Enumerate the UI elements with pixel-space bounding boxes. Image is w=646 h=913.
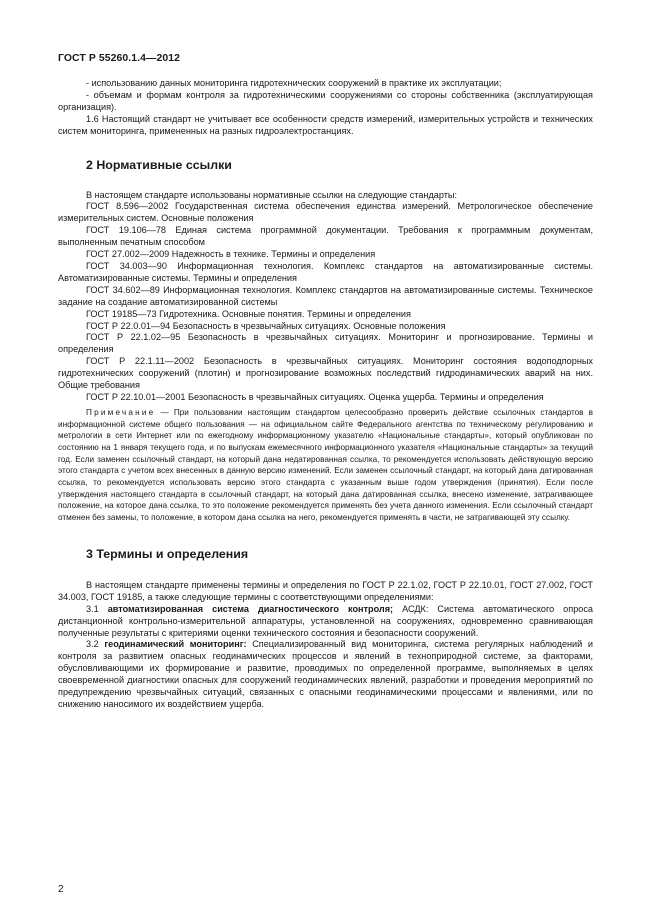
reference-item: ГОСТ 19185—73 Гидротехника. Основные понятия. Термины и определения <box>86 308 411 319</box>
reference-item: ГОСТ 34.602—89 Информационная технология. Комплекс стандартов на автоматизированные системы. Техническое задание на создание автоматизированной системы <box>58 284 593 307</box>
term-name: геодинамический мониторинг: <box>104 639 247 650</box>
reference-item: ГОСТ Р 22.1.02—95 Безопасность в чрезвычайных ситуациях. Мониторинг и прогнозирование. Термины и определения <box>58 332 593 355</box>
note-text: — При пользовании настоящим стандартом целесообразно проверить действие ссылочных стандартов в информационной системе общего пользования — на официальном сайте Федерального агентства по техническому регулированию и метрологии в сети Интернет или по ежегодному информационному указателю «Национальные стандарты», который опубликован по состоянию на 1 января текущего года, и по выпускам ежемесячного информационного указателя «Национальные стандарты» за текущий год. Если заменен ссылочный стандарт, на который дана недатированная ссылка, то рекомендуется использовать действующую версию этого стандарта с учетом всех внесенных в данную версию изменений. Если заменен ссылочный стандарт, на который дана датированная ссылка, то рекомендуется использовать версию этого стандарта с указанным выше годом утверждения (принятия). Если после утверждения настоящего стандарта в ссылочный стандарт, на который дана датированная ссылка, внесено изменение, затрагивающее положение, на которое дана ссылка, то это положение рекомендуется применять без учета данного изменения. Если ссылочный стандарт отменен без замены, то положение, в котором дана ссылка на него, рекомендуется применять в части, не затрагивающей эту ссылку. <box>58 407 593 523</box>
reference-item: ГОСТ 27.002—2009 Надежность в технике. Термины и определения <box>86 249 376 260</box>
reference-item: ГОСТ Р 22.0.01—94 Безопасность в чрезвычайных ситуациях. Основные положения <box>86 320 446 331</box>
note-label: Примечание <box>86 407 156 417</box>
reference-item: ГОСТ 34.003—90 Информационная технология. Комплекс стандартов на автоматизированные системы. Автоматизированные системы. Термины и определения <box>58 260 593 283</box>
term-definition: Специализированный вид мониторинга, система регулярных наблюдений и контроля за развитием опасных геодинамических процессов и явлений в технoприродной системе, за факторами, обусловливающими их формирование и развитие, проводимых по определенной программе, выполняемых в целях своевременной диагностики опасных для сооружений геодинамических явлений, разработки и проведения мероприятий по предупреждению чрезвычайных ситуаций, связанных с опасными геодинамическими процессами и явлениями, или по снижению наносимого их воздействием ущерба. <box>58 639 593 709</box>
document-body <box>58 78 593 711</box>
note-paragraph <box>58 407 593 524</box>
reference-item: ГОСТ Р 22.1.11—2002 Безопасность в чрезвычайных ситуациях. Мониторинг состояния водоподпорных гидротехнических сооружений (плотин) и прогнозирование возможных последствий гидродинамических аварий на них. Общие требования <box>58 356 593 391</box>
reference-item: ГОСТ 8.596—2002 Государственная система обеспечения единства измерений. Метрологическое обеспечение измерительных систем. Основные положения <box>58 201 593 224</box>
page-number: 2 <box>58 884 64 895</box>
term-definition: АСДК: Система автоматического опроса дистанционной контрольно-измерительной аппаратуры, установленной на сооружениях, одновременно сравнивающая полученные результаты с критериями оценки технического состояния и безопасности сооружений. <box>58 603 593 638</box>
term-3-2 <box>58 639 593 710</box>
document-header: ГОСТ Р 55260.1.4—2012 <box>58 53 180 64</box>
reference-item: ГОСТ Р 22.10.01—2001 Безопасность в чрезвычайных ситуациях. Оценка ущерба. Термины и определения <box>86 391 544 402</box>
term-name: автоматизированная система диагностического контроля; <box>107 603 394 614</box>
section-3-heading: 3 Термины и определения <box>86 546 249 561</box>
section-3-intro: В настоящем стандарте применены термины и определения по ГОСТ Р 22.1.02, ГОСТ Р 22.10.01, ГОСТ 27.002, ГОСТ 34.003, ГОСТ 19185, а также следующие термины с соответствующими определениями: <box>58 579 593 602</box>
section-2-heading: 2 Нормативные ссылки <box>86 157 232 172</box>
list-item: - использованию данных мониторинга гидротехнических сооружений в практике их эксплуатации; <box>86 78 502 88</box>
term-number: 3.2 <box>86 639 105 650</box>
paragraph-1-6: 1.6 Настоящий стандарт не учитывает все особенности средств измерений, измерительных устройств и технических систем мониторинга, примененных на разных гидроэлектростанциях. <box>58 113 593 136</box>
term-3-1 <box>58 604 593 640</box>
term-number: 3.1 <box>86 603 108 614</box>
reference-item: ГОСТ 19.106—78 Единая система программной документации. Требования к программным документам, выполненным печатным способом <box>58 225 593 248</box>
list-item: - объемам и формам контроля за гидротехническими сооружениями со стороны собственника (эксплуатирующая организация). <box>58 89 593 112</box>
section-2-intro: В настоящем стандарте использованы нормативные ссылки на следующие стандарты: <box>86 189 458 200</box>
